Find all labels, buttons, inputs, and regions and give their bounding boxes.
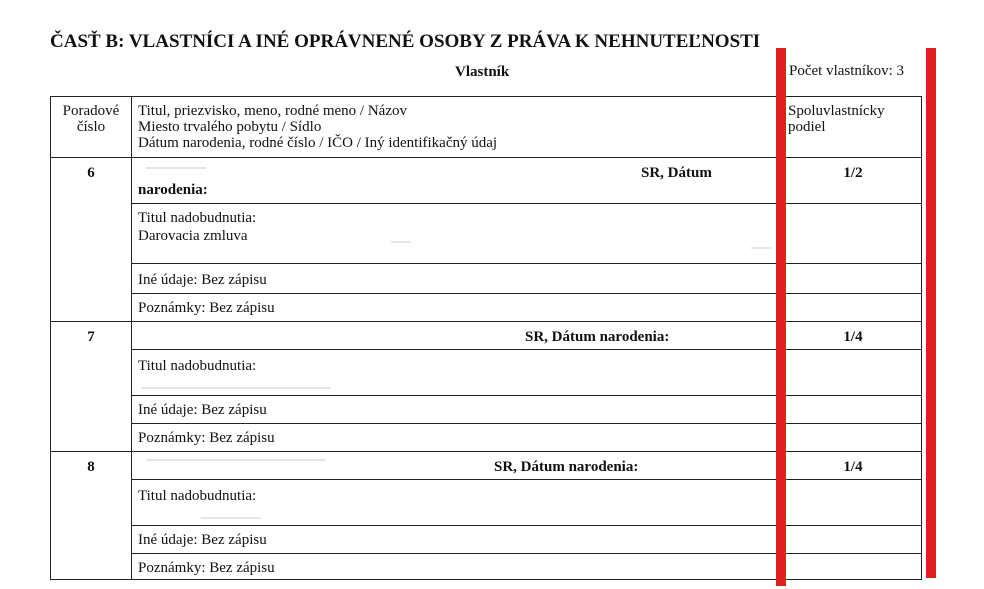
row-divider	[131, 349, 921, 350]
header-col-share: Spoluvlastnícky podiel	[788, 103, 885, 135]
header-col-number: Poradové číslo	[62, 103, 120, 135]
owner-name-wrap: narodenia:	[138, 182, 208, 198]
owner-number: 6	[87, 165, 95, 181]
section-label: Vlastník	[455, 64, 510, 80]
red-annotation-bar	[926, 48, 936, 578]
acquisition-label: Titul nadobudnutia:	[138, 358, 257, 374]
notes: Poznámky: Bez zápisu	[138, 300, 275, 316]
row-divider	[131, 553, 921, 554]
owner-count: Počet vlastníkov: 3	[789, 63, 904, 79]
row-divider	[131, 525, 921, 526]
row-divider	[131, 263, 921, 264]
red-annotation-bar	[776, 48, 786, 586]
owner-share: 1/2	[843, 165, 863, 181]
row-divider	[131, 293, 921, 294]
notes: Poznámky: Bez zápisu	[138, 430, 275, 446]
col-divider-1	[131, 97, 132, 579]
owner-share: 1/4	[843, 459, 863, 475]
notes: Poznámky: Bez zápisu	[138, 560, 275, 576]
owner-number: 8	[87, 459, 95, 475]
owner-name-tail: SR, Dátum	[641, 165, 712, 181]
owner-divider	[51, 451, 921, 452]
acquisition-label: Titul nadobudnutia:	[138, 210, 257, 226]
owner-name-tail: SR, Dátum narodenia:	[525, 329, 670, 345]
owner-share: 1/4	[843, 329, 863, 345]
other-details: Iné údaje: Bez zápisu	[138, 532, 267, 548]
redaction-mark	[141, 387, 331, 389]
owner-divider	[51, 321, 921, 322]
redaction-mark	[751, 247, 771, 249]
page-title: ČASŤ B: VLASTNÍCI A INÉ OPRÁVNENÉ OSOBY Z PRÁVA K NEHNUTEĽNOSTI	[50, 31, 761, 52]
row-divider	[131, 479, 921, 480]
header-col-owner: Titul, priezvisko, meno, rodné meno / Názov Miesto trvalého pobytu / Sídlo Dátum narodenia, rodné číslo / IČO / Iný identifikačný údaj	[138, 103, 498, 151]
other-details: Iné údaje: Bez zápisu	[138, 272, 267, 288]
row-divider	[131, 423, 921, 424]
redaction-mark	[146, 167, 206, 169]
acquisition-label: Titul nadobudnutia:	[138, 488, 257, 504]
row-divider	[131, 395, 921, 396]
header-divider	[51, 157, 921, 158]
owner-name-tail: SR, Dátum narodenia:	[494, 459, 639, 475]
redaction-mark	[146, 459, 326, 461]
redaction-mark	[391, 241, 411, 243]
redaction-mark	[201, 517, 261, 519]
owners-table	[50, 96, 922, 580]
other-details: Iné údaje: Bez zápisu	[138, 402, 267, 418]
row-divider	[131, 203, 921, 204]
owner-number: 7	[87, 329, 95, 345]
acquisition-value: Darovacia zmluva	[138, 228, 248, 244]
